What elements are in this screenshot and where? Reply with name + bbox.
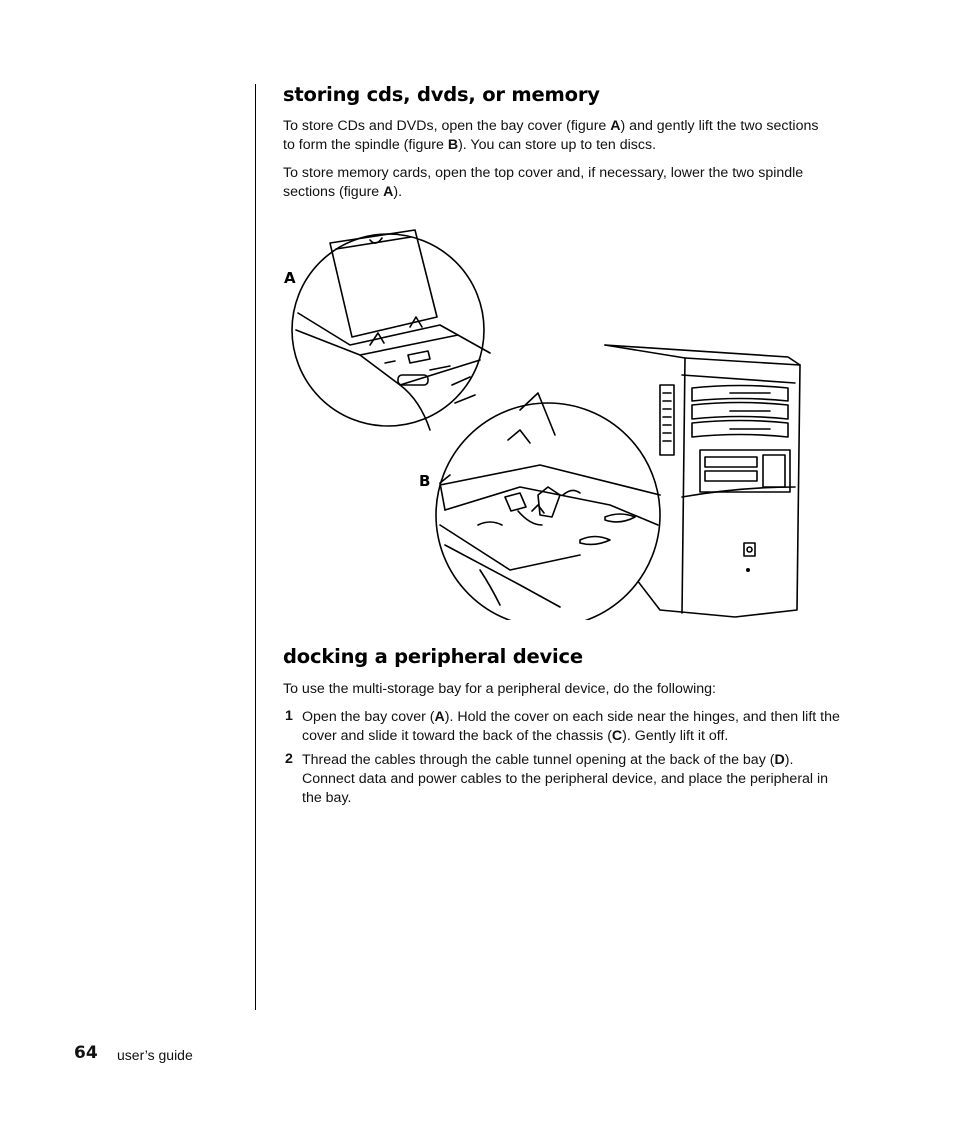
section-heading-storing: storing cds, dvds, or memory	[283, 83, 600, 106]
figure-ref-c: C	[611, 728, 623, 744]
figure-ref-d: D	[774, 752, 785, 768]
paragraph-docking-intro: To use the multi-storage bay for a peripheral device, do the following:	[283, 681, 716, 697]
paragraph-store-memory: To store memory cards, open the top cover and, if necessary, lower the two spindle sections (figure A).	[283, 165, 804, 200]
figure-label-b: B	[419, 472, 431, 490]
margin-rule	[255, 84, 256, 1010]
figure-label-a: A	[284, 269, 296, 287]
figure-ref-a: A	[610, 118, 621, 134]
detail-a-drawing	[292, 230, 490, 430]
step-number: 1	[285, 708, 293, 724]
step-2-text: Thread the cables through the cable tunnel opening at the back of the bay (D). Connect data and power cables to the peripheral device, and place the peripheral in the bay.	[302, 752, 829, 806]
step-1-text: Open the bay cover (A). Hold the cover on each side near the hinges, and then lift the cover and slide it toward the back of the chassis (C). Gently lift it off.	[302, 709, 840, 744]
step-number: 2	[285, 751, 293, 767]
figure-ref-b: B	[447, 137, 459, 153]
bay-illustration	[280, 225, 810, 620]
figure-ref-a: A	[383, 184, 394, 200]
section-heading-docking: docking a peripheral device	[283, 645, 583, 668]
footer-label: user’s guide	[117, 1047, 193, 1063]
figure-ref-a: A	[434, 709, 445, 725]
page-number: 64	[74, 1043, 98, 1063]
paragraph-store-discs: To store CDs and DVDs, open the bay cover (figure A) and gently lift the two sections to form the spindle (figure B). You can store up to ten discs.	[283, 118, 819, 153]
detail-b-drawing	[436, 393, 660, 620]
